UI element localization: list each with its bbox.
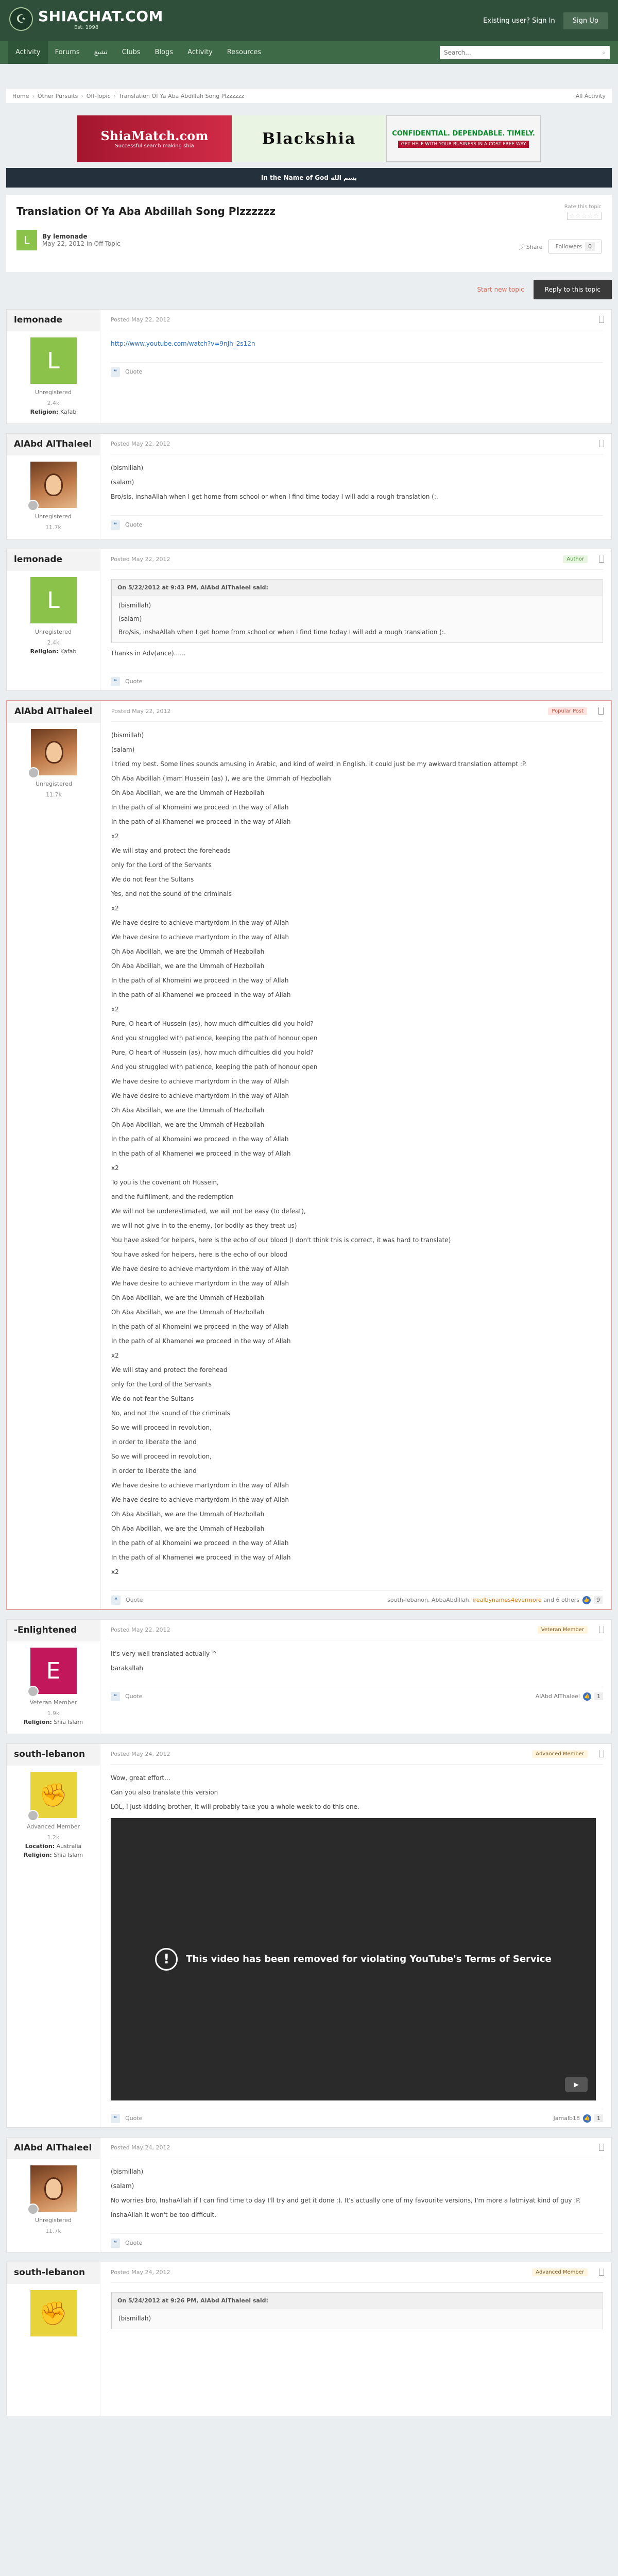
quote-line: (bismillah): [118, 2315, 151, 2322]
reaction-names: Jamalb18: [553, 2115, 580, 2122]
quote-button[interactable]: [111, 367, 142, 377]
post: [6, 700, 612, 1610]
post-line: Bro/sis, inshaAllah when I get home from school or when I find time today I will add a rough translation (:.: [111, 493, 438, 500]
post-content: [111, 330, 603, 362]
post-line: Pure, O heart of Hussein (as), how much difficulties did you hold?: [111, 1020, 314, 1027]
all-activity-link[interactable]: All Activity: [575, 92, 606, 99]
quote-icon: ❝: [111, 367, 120, 377]
post-line: Oh Aba Abdillah, we are the Ummah of Hezbollah: [111, 789, 265, 796]
post-line: (salam): [111, 746, 135, 753]
post-line: In the path of al Khamenei we proceed in the way of Allah: [111, 1150, 291, 1157]
breadcrumb-separator-icon: ›: [32, 92, 35, 99]
post-count: 2.4k: [47, 639, 60, 646]
post-line: No worries bro, InshaAllah if I can find time to day I'll try and get it done :). It's actually one of my favourite versions, I'm more a latmiyat kind of guy :P.: [111, 2197, 581, 2204]
start-new-topic-link[interactable]: Start new topic: [477, 286, 524, 293]
post-line: In the path of al Khomeini we proceed in the way of Allah: [111, 1136, 289, 1143]
follower-count: 0: [585, 242, 595, 251]
quote-icon: ❝: [111, 677, 120, 686]
post-line: We have desire to achieve martyrdom in the way of Allah: [111, 1482, 289, 1489]
post-line: Oh Aba Abdillah, we are the Ummah of Hezbollah: [111, 1511, 265, 1518]
author-avatar[interactable]: L: [16, 230, 37, 250]
bismillah-bar: In the Name of God بسم الله: [6, 168, 612, 188]
video-removed-message: This video has been removed for violating YouTube's Terms of Service: [186, 1954, 552, 1964]
post-content: [111, 454, 603, 515]
sign-up-button[interactable]: Sign Up: [563, 12, 608, 29]
like-icon: 👍: [583, 1692, 591, 1701]
nav-item-4[interactable]: Clubs: [122, 48, 141, 56]
field-value: Kafab: [60, 409, 77, 415]
post-line: In the path of al Khomeini we proceed in the way of Allah: [111, 1539, 289, 1547]
post-line: x2: [111, 1006, 119, 1013]
post-line: Pure, O heart of Hussein (as), how much difficulties did you hold?: [111, 1049, 314, 1056]
post-line: (salam): [111, 479, 134, 486]
post-line: We will not be underestimated, we will not be easy (to defeat),: [111, 1208, 306, 1215]
page-content: [6, 89, 612, 2416]
post-date[interactable]: Posted May 22, 2012: [111, 556, 170, 563]
post-count: 11.7k: [45, 2228, 61, 2234]
post-line: Can you also translate this version: [111, 1789, 218, 1796]
post-line: We will stay and protect the forehead: [111, 1366, 228, 1374]
quote-block: [111, 2292, 603, 2329]
nav-item-1[interactable]: Activity: [8, 41, 48, 64]
quote-line: (bismillah): [118, 602, 151, 609]
post-content: [111, 2283, 603, 2344]
quote-button[interactable]: [111, 677, 142, 686]
ad-shiamatch-tagline: Successful search making shia: [115, 143, 194, 149]
post-count: 1.2k: [47, 1834, 60, 1841]
post-date[interactable]: Posted May 24, 2012: [111, 2144, 170, 2151]
post-line: We have desire to achieve martyrdom in the way of Allah: [111, 919, 289, 926]
author-name[interactable]: AlAbd AlThaleel: [7, 2138, 100, 2159]
post-date[interactable]: Posted May 22, 2012: [111, 440, 170, 447]
search-box: [440, 46, 610, 59]
author-tag: Author: [563, 555, 588, 563]
follow-label: Followers: [555, 243, 582, 250]
advanced-member-tag: Advanced Member: [532, 2268, 588, 2276]
share-icon[interactable]: [599, 1626, 604, 1633]
post: [6, 1619, 612, 1734]
post-line: We have desire to achieve martyrdom in the way of Allah: [111, 934, 289, 941]
quote-button[interactable]: [111, 1596, 143, 1605]
post-count: 2.4k: [47, 400, 60, 406]
topic-author[interactable]: By lemonade: [42, 233, 88, 240]
topic-title: Translation Of Ya Aba Abdillah Song Plzzzzzz: [16, 205, 276, 217]
follow-button[interactable]: [548, 240, 602, 253]
share-icon: ⤴: [519, 243, 526, 250]
breadcrumb-separator-icon: ›: [81, 92, 83, 99]
reply-to-topic-button[interactable]: Reply to this topic: [534, 280, 612, 299]
post-line: In the path of al Khamenei we proceed in the way of Allah: [111, 818, 291, 825]
rate-topic-label: Rate this topic: [564, 204, 602, 210]
post-content: [111, 570, 603, 672]
field-label: Religion:: [30, 648, 59, 655]
reaction-more: and 6 others: [541, 1597, 579, 1603]
post-line: We do not fear the Sultans: [111, 876, 194, 883]
avatar[interactable]: [30, 462, 77, 508]
quote-icon: ❝: [111, 520, 120, 530]
share-icon[interactable]: [598, 707, 604, 715]
post-line: and the fulfillment, and the redemption: [111, 1193, 234, 1200]
quote-label: Quote: [125, 2240, 143, 2246]
breadcrumb: [6, 89, 612, 103]
author-rank: Veteran Member: [29, 1699, 77, 1706]
sign-in-link[interactable]: Existing user? Sign In: [483, 17, 555, 25]
site-logo[interactable]: [9, 7, 163, 31]
author-name[interactable]: -Enlightened: [7, 1620, 100, 1641]
post-line: Oh Aba Abdillah, we are the Ummah of Hezbollah: [111, 1121, 265, 1128]
post-content: [111, 1640, 603, 1687]
post-line: Wow, great effort...: [111, 1774, 170, 1782]
star-rating-icon[interactable]: ☆☆☆☆☆: [567, 212, 602, 220]
post-line: (bismillah): [111, 732, 144, 739]
quote-label: Quote: [125, 1693, 143, 1700]
post-line: In the path of al Khamenei we proceed in the way of Allah: [111, 991, 291, 998]
post-date[interactable]: Posted May 24, 2012: [111, 1751, 170, 1757]
breadcrumb-home[interactable]: Home: [12, 92, 29, 99]
post-line: It's very well translated actually ^: [111, 1650, 217, 1657]
post-line: You have asked for helpers, here is the echo of our blood (I don't think this is correct, it was hard to translate): [111, 1236, 451, 1244]
post-date[interactable]: Posted May 22, 2012: [111, 1626, 170, 1633]
advanced-member-tag: Advanced Member: [532, 1750, 588, 1758]
logo-title: SHIACHAT.COM: [38, 8, 163, 25]
avatar-face: [45, 741, 63, 764]
field-label: Location:: [25, 1843, 55, 1850]
post-line: In the path of al Khomeini we proceed in the way of Allah: [111, 804, 289, 811]
nav-item-5[interactable]: Blogs: [154, 48, 174, 56]
avatar[interactable]: L: [30, 577, 77, 623]
post-link[interactable]: http://www.youtube.com/watch?v=9nJh_2s12n: [111, 340, 255, 347]
avatar-emblem-icon: ✊: [39, 2300, 67, 2327]
main-nav: [0, 41, 618, 64]
quote-line: Bro/sis, inshaAllah when I get home from school or when I find time today I will add a rough translation (:.: [118, 629, 446, 636]
post-line: And you struggled with patience, keeping the path of honour open: [111, 1035, 318, 1042]
post-line: Oh Aba Abdillah, we are the Ummah of Hezbollah: [111, 948, 265, 955]
post-line: (bismillah): [111, 464, 144, 471]
avatar[interactable]: [30, 2165, 77, 2212]
avatar[interactable]: [30, 1648, 77, 1694]
quote-button[interactable]: [111, 520, 142, 530]
post-count: 11.7k: [46, 791, 62, 798]
reaction-count: 1: [594, 1692, 603, 1700]
logo-subtitle: Est. 1998: [74, 25, 99, 30]
breadcrumb-off-topic[interactable]: Off-Topic: [86, 92, 111, 99]
quote-label: Quote: [126, 1597, 143, 1603]
field-value: Kafab: [60, 648, 77, 655]
share-icon[interactable]: [599, 555, 604, 563]
ad-business[interactable]: [386, 115, 541, 162]
youtube-icon[interactable]: ▶: [565, 2077, 588, 2092]
ad-shiamatch-title: ShiaMatch.com: [100, 128, 209, 143]
quote-icon: ❝: [111, 2239, 120, 2248]
avatar-face: [44, 473, 63, 496]
post-content: [111, 2158, 603, 2233]
post-line: x2: [111, 1352, 119, 1359]
quote-button[interactable]: [111, 2114, 142, 2123]
post-line: In the path of al Khomeini we proceed in the way of Allah: [111, 1323, 289, 1330]
share-icon[interactable]: [599, 440, 604, 447]
rank-badge-icon: [27, 2204, 39, 2215]
search-input[interactable]: [444, 49, 602, 56]
ad-business-tagline: GET HELP WITH YOUR BUSINESS IN A COST FREE WAY: [398, 141, 529, 148]
post-count: 11.7k: [45, 524, 61, 531]
share-button[interactable]: [519, 243, 542, 251]
author-rank: Unregistered: [36, 781, 72, 787]
post-line: InshaAllah it won't be too difficult.: [111, 2211, 217, 2218]
post-line: So we will proceed in revolution,: [111, 1453, 212, 1460]
nav-item-6[interactable]: Activity: [187, 48, 213, 56]
post-line: Yes, and not the sound of the criminals: [111, 890, 232, 897]
reaction-names: south-lebanon, AbbaAbdillah,: [387, 1597, 473, 1603]
site-header: [0, 0, 618, 41]
field-value: Australia: [56, 1843, 82, 1850]
post-line: (bismillah): [111, 2168, 144, 2175]
post-line: We have desire to achieve martyrdom in the way of Allah: [111, 1496, 289, 1503]
post-line: Oh Aba Abdillah, we are the Ummah of Hezbollah: [111, 962, 265, 970]
post-line: x2: [111, 1164, 119, 1172]
reaction-count: 9: [594, 1596, 603, 1604]
post-line: in order to liberate the land: [111, 1467, 197, 1475]
author-name[interactable]: south-lebanon: [7, 1744, 100, 1766]
reaction-name-highlight: irealbynames4evermore: [472, 1597, 542, 1603]
post-line: So we will proceed in revolution,: [111, 1424, 212, 1431]
share-label: Share: [526, 243, 543, 250]
topic-header: [6, 195, 612, 272]
rank-badge-icon: [27, 1810, 39, 1821]
post: [6, 433, 612, 539]
rank-badge-icon: [28, 767, 39, 778]
post-line: Oh Aba Abdillah, we are the Ummah of Hezbollah: [111, 1525, 265, 1532]
post-line: We have desire to achieve martyrdom in the way of Allah: [111, 1092, 289, 1099]
avatar-face: [44, 2177, 63, 2200]
post-content: [111, 722, 603, 1590]
rank-badge-icon: [27, 500, 39, 511]
reactions[interactable]: [554, 2114, 603, 2123]
author-rank: Advanced Member: [26, 1823, 80, 1830]
post-line: You have asked for helpers, here is the echo of our blood: [111, 1251, 287, 1258]
post-date[interactable]: Posted May 24, 2012: [111, 2269, 170, 2276]
post-line: Oh Aba Abdillah, we are the Ummah of Hezbollah: [111, 1107, 265, 1114]
reactions[interactable]: [387, 1596, 603, 1604]
author-rank: Unregistered: [35, 2217, 72, 2224]
breadcrumb-other-pursuits[interactable]: Other Pursuits: [37, 92, 78, 99]
quote-block: [111, 579, 603, 643]
post-line: Thanks in Adv(ance)......: [111, 650, 186, 657]
reaction-names: AlAbd AlThaleel: [535, 1693, 580, 1700]
author-name[interactable]: lemonade: [7, 549, 100, 571]
reactions[interactable]: [536, 1692, 603, 1701]
author-name[interactable]: lemonade: [7, 310, 100, 331]
avatar[interactable]: [30, 1772, 77, 1818]
quote-line: (salam): [118, 615, 142, 622]
post-line: x2: [111, 833, 119, 840]
ad-business-title: CONFIDENTIAL. DEPENDABLE. TIMELY.: [392, 129, 535, 138]
post-line: And you struggled with patience, keeping the path of honour open: [111, 1063, 318, 1071]
share-icon[interactable]: [599, 2144, 604, 2151]
avatar[interactable]: L: [30, 337, 77, 384]
post-count: 1.9k: [47, 1710, 60, 1717]
post-line: we will not give in to the enemy, (or bodily as they treat us): [111, 1222, 297, 1229]
post-content: [111, 1765, 603, 2109]
post-line: In the path of al Khomeini we proceed in the way of Allah: [111, 977, 289, 984]
post-line: (salam): [111, 2182, 134, 2190]
post-line: We will stay and protect the foreheads: [111, 847, 231, 854]
post-line: We have desire to achieve martyrdom in the way of Allah: [111, 1265, 289, 1273]
popular-post-tag: Popular Post: [548, 707, 587, 715]
post-line: x2: [111, 905, 119, 912]
like-icon: 👍: [582, 1596, 591, 1604]
post-line: No, and not the sound of the criminals: [111, 1410, 230, 1417]
avatar-letter: E: [46, 1657, 61, 1684]
quote-button[interactable]: [111, 1692, 142, 1701]
share-icon[interactable]: [599, 316, 604, 323]
ad-blackshia[interactable]: Blackshia: [232, 115, 386, 162]
quote-label: Quote: [125, 2115, 143, 2122]
post: [6, 1743, 612, 2128]
ad-banner[interactable]: [77, 115, 541, 162]
breadcrumb-separator-icon: ›: [113, 92, 116, 99]
post-line: in order to liberate the land: [111, 1438, 197, 1446]
breadcrumb-current: Translation Of Ya Aba Abdillah Song Plzzzzzz: [119, 92, 245, 99]
post-line: We have desire to achieve martyrdom in the way of Allah: [111, 1280, 289, 1287]
author-rank: Unregistered: [35, 513, 72, 520]
post-line: Oh Aba Abdillah, we are the Ummah of Hezbollah: [111, 1294, 265, 1301]
topic-date: May 22, 2012 in Off-Topic: [42, 240, 121, 247]
post-line: In the path of al Khamenei we proceed in the way of Allah: [111, 1337, 291, 1345]
ad-shiamatch[interactable]: [77, 115, 232, 162]
post-line: Oh Aba Abdillah (Imam Hussein (as) ), we are the Ummah of Hezbollah: [111, 775, 331, 782]
quote-icon: ❝: [111, 1596, 121, 1605]
field-value: Shia Islam: [54, 1852, 83, 1858]
rank-badge-icon: [27, 1686, 39, 1697]
post-line: Oh Aba Abdillah, we are the Ummah of Hezbollah: [111, 1309, 265, 1316]
author-name[interactable]: south-lebanon: [7, 2262, 100, 2284]
like-icon: 👍: [583, 2114, 591, 2123]
author-rank: Unregistered: [35, 389, 72, 396]
post-line: To you is the covenant oh Hussein,: [111, 1179, 219, 1186]
rate-topic: [564, 204, 602, 220]
share-icon[interactable]: [599, 1750, 604, 1757]
share-icon[interactable]: [599, 2268, 604, 2276]
post-line: LOL, I just kidding brother, it will probably take you a whole week to do this one.: [111, 1803, 359, 1810]
post-line: We have desire to achieve martyrdom in the way of Allah: [111, 1078, 289, 1085]
warning-icon: !: [155, 1948, 178, 1971]
veteran-member-tag: Veteran Member: [538, 1626, 588, 1634]
quote-button[interactable]: [111, 2239, 142, 2248]
author-name[interactable]: AlAbd AlThaleel: [7, 701, 100, 723]
post-line: x2: [111, 1568, 119, 1575]
field-label: Religion:: [23, 1719, 52, 1725]
field-value: Shia Islam: [54, 1719, 83, 1725]
reaction-count: 1: [594, 2114, 603, 2122]
post-line: only for the Lord of the Servants: [111, 861, 212, 869]
avatar-emblem-icon: ✊: [39, 1782, 67, 1808]
post: [6, 549, 612, 691]
avatar[interactable]: [30, 2290, 77, 2336]
quote-label: Quote: [125, 368, 143, 375]
post-line: We do not fear the Sultans: [111, 1395, 194, 1402]
author-name[interactable]: AlAbd AlThaleel: [7, 434, 100, 455]
post-line: In the path of al Khamenei we proceed in the way of Allah: [111, 1554, 291, 1561]
nav-item-7[interactable]: Resources: [227, 48, 262, 56]
post: [6, 309, 612, 424]
quote-citation[interactable]: On 5/24/2012 at 9:26 PM, AlAbd AlThaleel said:: [112, 2293, 603, 2309]
post-date[interactable]: Posted May 22, 2012: [111, 708, 171, 715]
post-line: barakallah: [111, 1665, 143, 1672]
post-line: I tried my best. Some lines sounds amusing in Arabic, and kind of weird in English. It could just be my awkward translation attempt :P.: [111, 760, 527, 768]
embedded-video[interactable]: [111, 1818, 596, 2100]
post: [6, 2137, 612, 2252]
field-label: Religion:: [30, 409, 59, 415]
search-icon[interactable]: ⌕: [602, 48, 606, 56]
field-label: Religion:: [23, 1852, 52, 1858]
quote-citation[interactable]: On 5/22/2012 at 9:43 PM, AlAbd AlThaleel said:: [112, 580, 603, 596]
post-line: only for the Lord of the Servants: [111, 1381, 212, 1388]
post-date[interactable]: Posted May 22, 2012: [111, 316, 170, 323]
quote-icon: ❝: [111, 1692, 120, 1701]
nav-item-2[interactable]: Forums: [55, 48, 80, 56]
avatar[interactable]: [31, 729, 77, 775]
quote-label: Quote: [125, 521, 143, 528]
author-rank: Unregistered: [35, 629, 72, 635]
post: [6, 2262, 612, 2416]
logo-icon: ☪: [9, 7, 33, 31]
nav-item-3[interactable]: تشیع: [94, 48, 108, 56]
quote-icon: ❝: [111, 2114, 120, 2123]
quote-label: Quote: [125, 678, 143, 685]
